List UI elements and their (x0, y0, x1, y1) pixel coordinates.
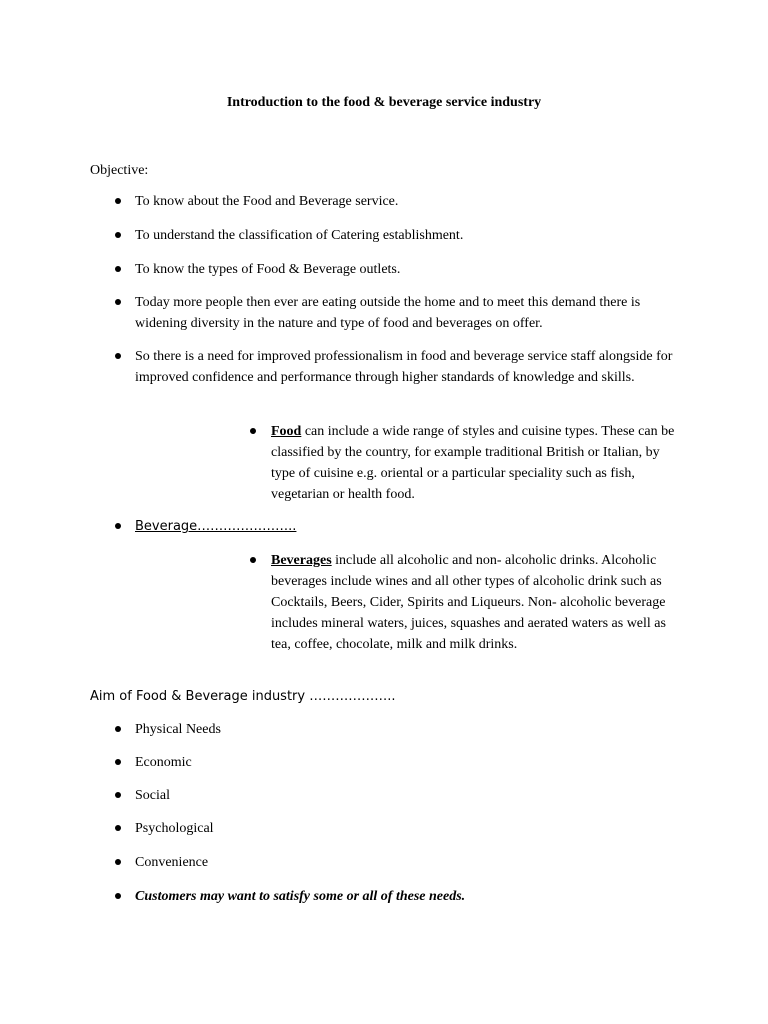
bullet-icon (115, 726, 121, 732)
bullet-icon (115, 232, 121, 238)
bullet-icon (115, 198, 121, 204)
aim-item: Convenience (135, 855, 209, 870)
bullet-icon (115, 859, 121, 865)
bullet-icon (115, 523, 121, 529)
aim-item: Psychological (135, 821, 214, 836)
aim-item: Physical Needs (135, 722, 221, 737)
bullet-icon (115, 266, 121, 272)
food-paragraph (271, 421, 681, 505)
objective-item: To understand the classification of Catering establishment. (135, 228, 464, 243)
food-term: Food (271, 424, 302, 439)
bullet-icon (115, 893, 121, 899)
bullet-icon (115, 299, 121, 305)
objective-item: To know about the Food and Beverage service. (135, 194, 399, 209)
beverages-text: include all alcoholic and non- alcoholic drinks. Alcoholic beverages include wines and all other types of alcoholic drink such as Cocktails, Beers, Cider, Spirits and Liqueurs. Non- alcoholic beverage includes mineral waters, juices, squashes and aerated waters as well as tea, coffee, chocolate, milk and milk drinks. (271, 553, 666, 652)
objective-item: To know the types of Food & Beverage outlets. (135, 262, 401, 277)
bullet-icon (115, 353, 121, 359)
objective-item: Today more people then ever are eating outside the home and to meet this demand there is widening diversity in the nature and type of food and beverages on offer. (135, 295, 641, 331)
page-title: Introduction to the food & beverage service industry (226, 95, 542, 110)
bullet-icon (250, 557, 256, 563)
beverages-paragraph (271, 550, 681, 655)
food-text: can include a wide range of styles and cuisine types. These can be classified by the country, for example traditional British or Italian, by type of cuisine e.g. oriental or a particular speciality such as fish, vegetarian or health food. (271, 424, 675, 502)
bullet-icon (250, 428, 256, 434)
bullet-icon (115, 759, 121, 765)
objective-item: So there is a need for improved professionalism in food and beverage service staff alongside for improved confidence and performance through higher standards of knowledge and skills. (135, 349, 673, 385)
bullet-icon (115, 792, 121, 798)
aim-item: Economic (135, 755, 192, 770)
aim-label: Aim of Food & Beverage industry ……………….. (90, 689, 396, 704)
objective-label: Objective: (90, 163, 149, 178)
closing-statement: Customers may want to satisfy some or all of these needs. (135, 889, 466, 904)
beverage-label: Beverage………………….. (135, 519, 297, 534)
aim-item: Social (135, 788, 170, 803)
beverages-term: Beverages (271, 553, 332, 568)
bullet-icon (115, 825, 121, 831)
